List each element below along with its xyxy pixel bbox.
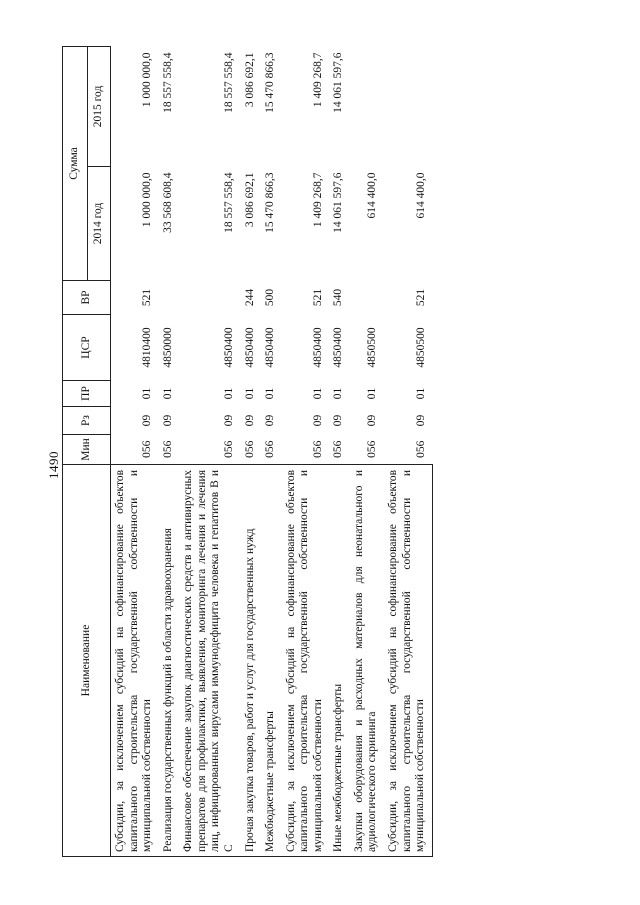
table-row — [111, 46, 159, 856]
row-amount-2015: 18 557 558,4 — [161, 52, 174, 113]
row-vr: 540 — [332, 288, 345, 307]
row-pr: 01 — [414, 387, 427, 400]
table-row — [282, 46, 330, 856]
header-name: Наименование — [63, 465, 111, 857]
row-rz: 09 — [243, 414, 256, 427]
row-name: Иные межбюджетные трансферты — [329, 465, 350, 857]
row-pr: 01 — [366, 387, 379, 400]
row-amount-2014: 14 061 597,6 — [332, 172, 345, 233]
row-rz: 09 — [141, 414, 154, 427]
row-vr — [179, 281, 240, 315]
table-row — [261, 46, 282, 856]
row-name: Субсидии, за исключением субсидий на софинансирование объектов капитального строительства государственной собственности и муниципальной собственности — [111, 465, 159, 857]
budget-table — [62, 46, 433, 857]
row-rz: 09 — [332, 414, 345, 427]
row-pr: 01 — [332, 387, 345, 400]
row-vr: 521 — [414, 288, 427, 307]
row-rz: 09 — [222, 414, 235, 427]
row-amount-2014: 18 557 558,4 — [222, 172, 235, 233]
row-rz: 09 — [311, 414, 324, 427]
row-name: Реализация государственных функций в области здравоохранения — [159, 465, 180, 857]
header-vr: ВР — [63, 281, 111, 315]
row-pr: 01 — [311, 387, 324, 400]
row-amount-2015: 3 086 692,1 — [243, 52, 256, 108]
row-vr: 521 — [141, 288, 154, 307]
header-pr: ПР — [63, 381, 111, 407]
row-min: 056 — [264, 440, 277, 458]
row-name: Финансовое обеспечение закупок диагностических средств и антивирусных препаратов для профилактики, выявления, мониторинга лечения и лечения лиц, инфицированных вирусами иммунодефицита человека и гепатитов В и С — [179, 465, 240, 857]
row-amount-2014: 1 409 268,7 — [311, 172, 324, 228]
row-name: Субсидии, за исключением субсидий на софинансирование объектов капитального строительства государственной собственности и муниципальной собственности — [282, 465, 330, 857]
row-csr: 4850400 — [243, 327, 256, 368]
row-csr: 4850000 — [161, 327, 174, 368]
table-body — [111, 46, 433, 856]
row-name: Прочая закупка товаров, работ и услуг для государственных нужд — [241, 465, 262, 857]
row-amount-2014: 614 400,0 — [366, 172, 379, 219]
row-amount-2015: 1 000 000,0 — [141, 52, 154, 108]
row-name: Закупки оборудования и расходных материалов для неонатального и аудиологического скрининга — [350, 465, 384, 857]
row-min: 056 — [311, 440, 324, 458]
row-min: 056 — [332, 440, 345, 458]
row-min: 056 — [414, 440, 427, 458]
row-min: 056 — [366, 440, 379, 458]
row-csr: 4850400 — [311, 327, 324, 368]
header-rz: Рз — [63, 407, 111, 435]
header-2015: 2015 год — [88, 46, 111, 166]
row-min: 056 — [141, 440, 154, 458]
row-pr: 01 — [243, 387, 256, 400]
rotated-page — [62, 47, 582, 857]
row-pr: 01 — [264, 387, 277, 400]
row-csr: 4850400 — [264, 327, 277, 368]
row-pr: 01 — [161, 387, 174, 400]
table-row — [159, 46, 180, 856]
row-csr: 4810400 — [141, 327, 154, 368]
row-amount-2015 — [350, 46, 384, 166]
row-amount-2015: 1 409 268,7 — [311, 52, 324, 108]
header-csr: ЦСР — [63, 315, 111, 381]
row-rz: 09 — [366, 414, 379, 427]
row-csr: 4850400 — [222, 327, 235, 368]
row-name: Межбюджетные трансферты — [261, 465, 282, 857]
row-min: 056 — [222, 440, 235, 458]
row-rz: 09 — [264, 414, 277, 427]
row-vr: 500 — [264, 288, 277, 307]
row-amount-2014: 1 000 000,0 — [141, 172, 154, 228]
row-min: 056 — [243, 440, 256, 458]
row-amount-2014: 614 400,0 — [414, 172, 427, 219]
row-amount-2015: 14 061 597,6 — [332, 52, 345, 113]
row-amount-2015: 18 557 558,4 — [222, 52, 235, 113]
header-sum: Сумма — [63, 46, 88, 280]
table-row — [384, 46, 432, 856]
row-amount-2014: 3 086 692,1 — [243, 172, 256, 228]
row-rz: 09 — [161, 414, 174, 427]
row-pr: 01 — [141, 387, 154, 400]
table-row — [179, 46, 240, 856]
row-name: Субсидии, за исключением субсидий на софинансирование объектов капитального строительства государственной собственности и муниципальной собственности — [384, 465, 432, 857]
row-amount-2015: 15 470 866,3 — [264, 52, 277, 113]
table-row — [350, 46, 384, 856]
table-header — [63, 46, 111, 856]
row-pr: 01 — [222, 387, 235, 400]
row-rz: 09 — [414, 414, 427, 427]
table-row — [241, 46, 262, 856]
header-2014: 2014 год — [88, 167, 111, 281]
row-vr — [159, 281, 180, 315]
row-csr: 4850500 — [414, 327, 427, 368]
table-row — [329, 46, 350, 856]
row-amount-2014: 15 470 866,3 — [264, 172, 277, 233]
row-min: 056 — [161, 440, 174, 458]
row-csr: 4850400 — [332, 327, 345, 368]
row-amount-2014: 33 568 608,4 — [161, 172, 174, 233]
row-amount-2015 — [384, 46, 432, 166]
row-vr: 244 — [243, 288, 256, 307]
row-vr: 521 — [311, 288, 324, 307]
page-number: 1490 — [46, 451, 61, 479]
row-csr: 4850500 — [366, 327, 379, 368]
row-vr — [350, 281, 384, 315]
header-min: Мин — [63, 435, 111, 465]
